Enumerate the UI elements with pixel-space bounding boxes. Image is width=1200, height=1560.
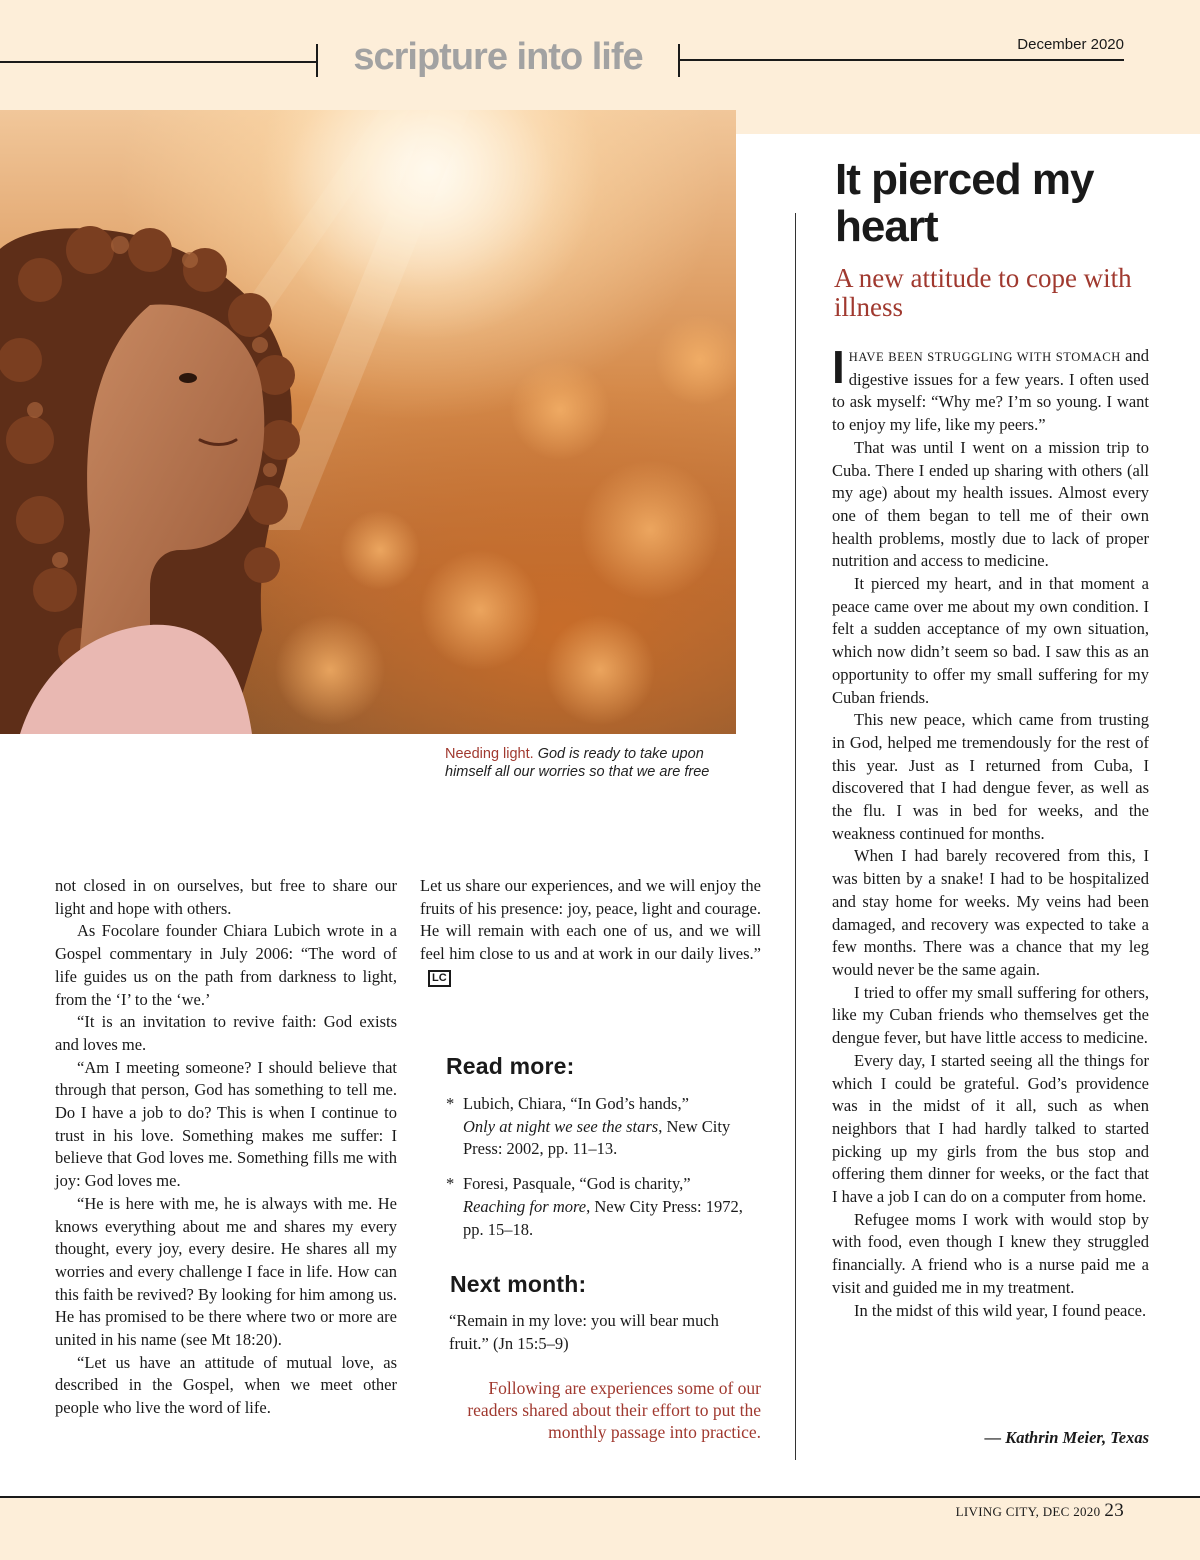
body-paragraph: “It is an invitation to revive faith: God exists and loves me. bbox=[55, 1012, 397, 1054]
feature-photo bbox=[0, 110, 736, 734]
end-mark-logo: LC bbox=[428, 970, 451, 987]
reference-publisher: , New City Press: 1972, pp. 15–18. bbox=[463, 1196, 743, 1239]
story-paragraph: That was until I went on a mission trip to Cuba. There I ended up sharing with others (all my age) about my health issues. Almost every one of them began to tell me of their own health problems, mostly due to lack of proper nutrition and access to medicine. bbox=[832, 437, 1149, 571]
reference-work: Reaching for more bbox=[463, 1196, 587, 1216]
reference-list bbox=[446, 1093, 746, 1253]
section-title: scripture into life bbox=[353, 36, 643, 78]
article-column-left bbox=[55, 875, 397, 1420]
page-folio bbox=[900, 1500, 1124, 1522]
lead-smallcaps: HAVE BEEN STRUGGLING WITH STOMACH bbox=[848, 350, 1121, 364]
column-divider bbox=[795, 213, 796, 1460]
story-paragraph: I tried to offer my small suffering for others, like my Cuban friends who themselves get the dengue fever, but have little access to medicine. bbox=[832, 982, 1149, 1048]
story-column bbox=[832, 341, 1149, 1322]
page-number: 23 bbox=[1104, 1500, 1124, 1521]
story-subtitle: A new attitude to cope with illness bbox=[834, 263, 1132, 322]
reference-item bbox=[446, 1093, 746, 1161]
body-paragraph: As Focolare founder Chiara Lubich wrote in a Gospel commentary in July 2006: “The word of life guides us on the path from darkness to light, from the ‘I’ to the ‘we.’ bbox=[55, 921, 397, 1009]
reference-bullet: * bbox=[446, 1094, 455, 1113]
caption-text: God is ready to take upon himself all our worries so that we are free bbox=[445, 746, 710, 780]
story-lead-paragraph bbox=[832, 341, 1149, 437]
story-paragraph: Refugee moms I work with would stop by with food, even though I knew they struggled financially. A friend who is a nurse paid me a visit and guided me in my treatment. bbox=[832, 1209, 1149, 1297]
story-title: It pierced my heart bbox=[835, 155, 1094, 251]
reference-bullet: * bbox=[446, 1174, 455, 1194]
photo-illustration bbox=[0, 110, 736, 734]
caption-lead: Needing light. bbox=[445, 746, 534, 762]
body-paragraph: “He is here with me, he is always with me. He knows everything about me and shares my every thought, every joy, every desire. He shares all my worries and every challenge I face in life. How can this faith be revived? By looking for him among us. He has promised to be there where two or more are united in his name (see Mt 18:20). bbox=[55, 1193, 397, 1350]
reference-publisher: , New City Press: 2002, pp. 11–13. bbox=[463, 1116, 731, 1159]
reference-author: Lubich, Chiara, “In God’s hands,” bbox=[463, 1094, 689, 1113]
story-paragraph: It pierced my heart, and in that moment a peace came over me about my own condition. I felt a sudden acceptance of my own situation, which now didn’t seem so bad. I saw this as an opportunity to offer my small suffering for my Cuban friends. bbox=[832, 574, 1149, 707]
body-paragraph: “Am I meeting someone? I should believe that through that person, God has something to tell me. Do I have a job to do? This is when I continue to trust in his love. Something makes me suffer: I believe that God loves me. Something fills me with joy: God loves me. bbox=[55, 1057, 397, 1191]
read-more-heading: Read more: bbox=[446, 1053, 575, 1079]
drop-cap: I bbox=[832, 341, 845, 393]
header-rule-right bbox=[680, 59, 1124, 61]
issue-date: December 2020 bbox=[1017, 36, 1124, 53]
reference-work: Only at night we see the stars bbox=[463, 1116, 659, 1136]
lead-text: and digestive issues for a few years. I often used to ask myself: “Why me? I’m so young. I want to enjoy my life, like my peers.” bbox=[832, 346, 1149, 435]
photo-caption bbox=[445, 745, 745, 781]
header-rule-left bbox=[0, 61, 316, 63]
story-paragraph: Every day, I started seeing all the things for which I could be grateful. God’s providence was in the midst of it all, such as when neighbors that I had hardly talked to started picking up my girls from the bus stop and offering them dinner for weeks, or the fact that I have a job I can do on a computer from home. bbox=[832, 1050, 1149, 1207]
column-band bbox=[736, 110, 1200, 134]
story-paragraph: This new peace, which came from trusting in God, helped me tremendously for the rest of this year. Just as I returned from Cuba, I discovered that I had dengue fever, as well as the flu. I was in bed for weeks, and the weakness continued for months. bbox=[832, 710, 1149, 843]
reference-author: Foresi, Pasquale, “God is charity,” bbox=[463, 1174, 691, 1194]
reference-item bbox=[446, 1173, 746, 1241]
body-text: Let us share our experiences, and we will enjoy the fruits of his presence: joy, peace, light and courage. He will remain with each one of us, and we will feel him close to us and at work in our daily lives.” bbox=[420, 876, 761, 964]
next-month-text: “Remain in my love: you will bear much fruit.” (Jn 15:5–9) bbox=[449, 1311, 719, 1353]
story-signature: — Kathrin Meier, Texas bbox=[984, 1428, 1149, 1447]
experiences-intro: Following are experiences some of our readers shared about their effort to put the monthly passage into practice. bbox=[467, 1378, 761, 1442]
story-paragraph: In the midst of this wild year, I found peace. bbox=[854, 1300, 1147, 1320]
girl-figure bbox=[0, 226, 300, 734]
article-column-middle bbox=[420, 875, 761, 989]
body-paragraph bbox=[420, 875, 761, 989]
body-paragraph: “Let us have an attitude of mutual love, as described in the Gospel, when we meet other people who live the word of life. bbox=[55, 1352, 397, 1418]
body-paragraph: not closed in on ourselves, but free to share our light and hope with others. bbox=[55, 876, 397, 918]
next-month-heading: Next month: bbox=[450, 1271, 587, 1297]
publication-name: LIVING CITY, DEC 2020 bbox=[955, 1504, 1101, 1519]
story-paragraph: When I had barely recovered from this, I was bitten by a snake! I had to be hospitalized and stay home for weeks. My veins had been damaged, and recovery was expected to take a few months. There was a chance that my leg would never be the same again. bbox=[832, 846, 1149, 979]
